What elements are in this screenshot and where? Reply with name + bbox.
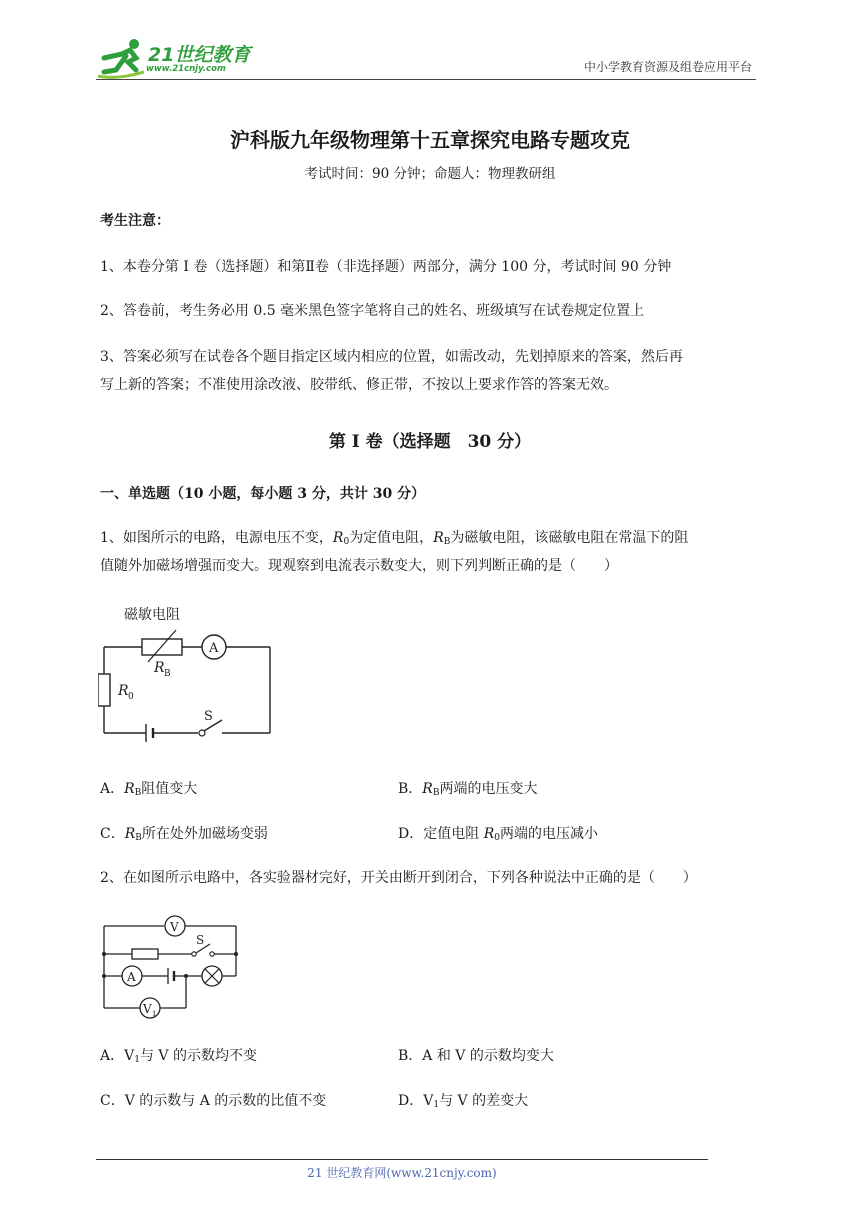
q1-magnetoresistor-rb [142, 639, 182, 655]
q1-resistor-r0 [98, 674, 110, 706]
q2-option-d[interactable]: D．$V_1$与 V 的差变大 [398, 1093, 529, 1110]
logo-text: 21世纪教育 [148, 44, 251, 66]
q1-rb-subscript: B [443, 537, 451, 547]
q1-fig-label-a: A [209, 641, 219, 656]
section-heading: 第 I 卷（选择题 30 分） [328, 432, 532, 452]
notice-item-1: 1、本卷分第 I 卷（选择题）和第Ⅱ卷（非选择题）两部分，满分 100 分，考试时间 90 分钟 [100, 259, 672, 275]
logo-url: www.21cnjy.com [146, 64, 226, 74]
footer-link[interactable]: 21 世纪教育网(www.21cnjy.com) [307, 1166, 497, 1180]
q1-circuit-diagram [98, 600, 278, 750]
q1-fig-label-rb: R [154, 660, 165, 676]
q2-option-b[interactable]: B．A 和 V 的示数均变大 [398, 1048, 554, 1064]
q2-fig-label-a: A [127, 970, 136, 984]
header-divider [96, 79, 756, 80]
question-2-stem: 2、在如图所示电路中，各实验器材完好，开关由断开到闭合，下列各种说法中正确的是（ ） [100, 870, 697, 886]
q1-fig-label-rb-sub: B [164, 669, 171, 679]
page-subtitle: 考试时间：90 分钟；命题人：物理教研组 [304, 166, 556, 182]
q2-fig-label-s: S [196, 933, 205, 947]
q2-option-c[interactable]: C．V 的示数与 A 的示数的比值不变 [100, 1093, 327, 1109]
q2-option-a[interactable]: A．$V_1$与 V 的示数均不变 [100, 1048, 257, 1065]
notice-item-3-line-1: 3、答案必须写在试卷各个题目指定区域内相应的位置，如需改动，先划掉原来的答案，然后再 [100, 349, 683, 365]
q1-fig-label-r0: R [118, 683, 129, 699]
q1-r0-symbol: R [332, 530, 344, 546]
running-figure-logo-icon [96, 36, 152, 80]
notice-item-2: 2、答卷前，考生务必用 0.5 毫米黑色签字笔将自己的姓名、班级填写在试卷规定位置上 [100, 303, 645, 319]
notice-item-3-line-2: 写上新的答案；不准使用涂改液、胶带纸、修正带，不按以上要求作答的答案无效。 [100, 377, 618, 393]
q2-circuit-diagram [98, 912, 248, 1022]
q1-fig-label-r0-sub: 0 [128, 692, 134, 702]
q2-fig-label-v1-sub: 1 [152, 1010, 157, 1018]
q1-r0-subscript: 0 [343, 537, 350, 547]
q1-rb-symbol: R [433, 530, 444, 546]
q2-fig-label-v1: V [143, 1002, 152, 1016]
q2-fig-label-v: V [170, 920, 179, 934]
question-1-line-2: 值随外加磁场增强而变大。现观察到电流表示数变大，则下列判断正确的是（ ） [100, 558, 618, 574]
q1-option-b[interactable]: B．$R_B$两端的电压变大 [398, 781, 538, 798]
q2-resistor [132, 949, 158, 959]
page-title: 沪科版九年级物理第十五章探究电路专题攻克 [230, 128, 630, 152]
q1-text: 为定值电阻， [349, 530, 434, 546]
part-heading: 一、单选题（10 小题，每小题 3 分，共计 30 分） [100, 486, 426, 502]
notice-heading: 考生注意： [100, 213, 170, 229]
footer-divider [96, 1159, 708, 1160]
q1-option-a[interactable]: A．$R_B$阻值变大 [100, 781, 198, 798]
q1-fig-label-magnetoresistor: 磁敏电阻 [124, 607, 180, 623]
q1-option-d[interactable]: D．定值电阻 $R_0$两端的电压减小 [398, 826, 598, 843]
q1-text: 1、如图所示的电路，电源电压不变， [100, 530, 333, 546]
q1-fig-label-s: S [204, 709, 213, 724]
q1-option-c[interactable]: C．$R_B$所在处外加磁场变弱 [100, 826, 268, 843]
header-platform-text: 中小学教育资源及组卷应用平台 [583, 60, 752, 74]
site-logo [96, 36, 266, 80]
q1-text: 为磁敏电阻，该磁敏电阻在常温下的阻 [450, 530, 689, 546]
